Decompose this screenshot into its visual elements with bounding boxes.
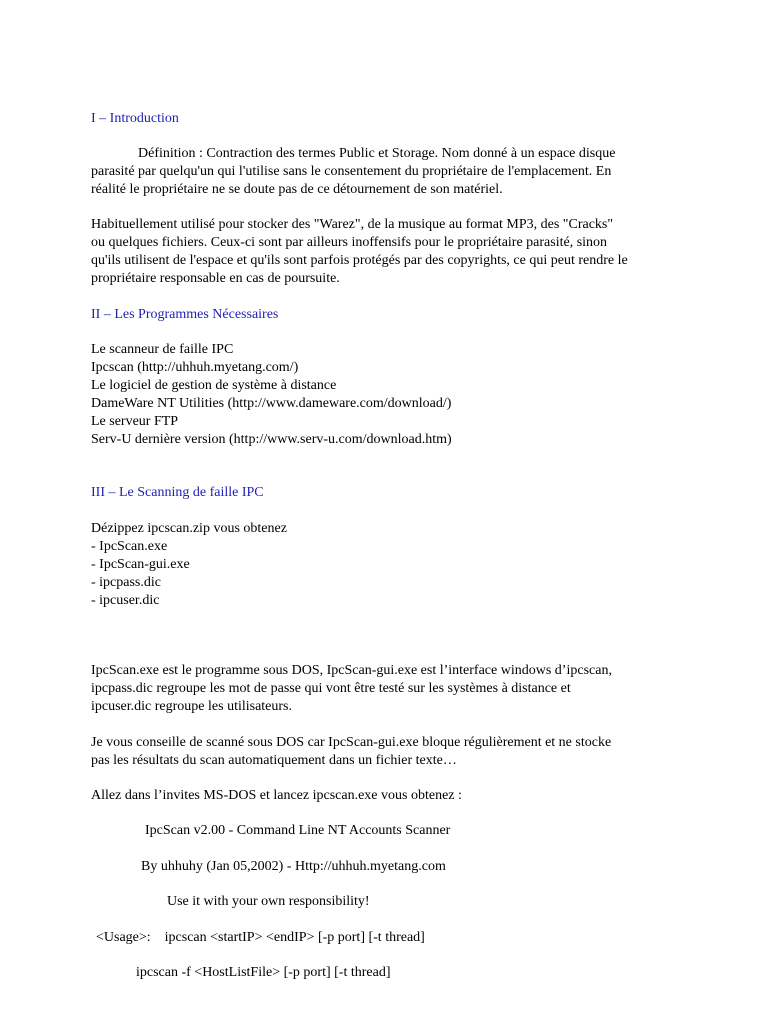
instruction-line: Allez dans l’invites MS-DOS et lancez ipcscan.exe vous obtenez :	[91, 788, 462, 803]
unzip-line-1: Dézippez ipcscan.zip vous obtenez	[91, 521, 287, 536]
unzip-line-4: - ipcpass.dic	[91, 575, 161, 590]
definition-line-2: parasité par quelqu'un qui l'utilise sans le consentement du propriétaire de l'emplacement. En	[91, 164, 612, 179]
section-heading-introduction: I – Introduction	[91, 111, 179, 126]
section-heading-scanning: III – Le Scanning de faille IPC	[91, 485, 264, 500]
unzip-line-3: - IpcScan-gui.exe	[91, 557, 190, 572]
programme-item-5: Le serveur FTP	[91, 414, 179, 429]
definition-line-1: Définition : Contraction des termes Public et Storage. Nom donné à un espace disque	[138, 146, 616, 161]
programme-item-4: DameWare NT Utilities (http://www.dameware.com/download/)	[91, 396, 452, 411]
usage-line-4: propriétaire responsable en cas de poursuite.	[91, 271, 340, 286]
explanation-line-2: ipcpass.dic regroupe les mot de passe qui vont être testé sur les systèmes à distance et	[91, 681, 571, 696]
unzip-line-5: - ipcuser.dic	[91, 593, 160, 608]
section-heading-programmes: II – Les Programmes Nécessaires	[91, 307, 279, 322]
advice-line-2: pas les résultats du scan automatiquement dans un fichier texte…	[91, 753, 457, 768]
explanation-line-3: ipcuser.dic regroupe les utilisateurs.	[91, 699, 292, 714]
console-title: IpcScan v2.00 - Command Line NT Accounts Scanner	[145, 823, 451, 838]
programme-item-1: Le scanneur de faille IPC	[91, 342, 234, 357]
console-warning: Use it with your own responsibility!	[167, 894, 370, 909]
console-author: By uhhuhy (Jan 05,2002) - Http://uhhuh.myetang.com	[141, 859, 446, 874]
usage-line-2: ou quelques fichiers. Ceux-ci sont par ailleurs inoffensifs pour le propriétaire parasité, sinon	[91, 235, 608, 250]
programme-item-6: Serv-U dernière version (http://www.serv-u.com/download.htm)	[91, 432, 452, 447]
advice-line-1: Je vous conseille de scanné sous DOS car IpcScan-gui.exe bloque régulièrement et ne stocke	[91, 735, 612, 750]
console-usage-1: <Usage>: ipcscan <startIP> <endIP> [-p port] [-t thread]	[96, 930, 425, 945]
explanation-line-1: IpcScan.exe est le programme sous DOS, IpcScan-gui.exe est l’interface windows d’ipcscan,	[91, 663, 612, 678]
programme-item-2: Ipcscan (http://uhhuh.myetang.com/)	[91, 360, 299, 375]
console-usage-2: ipcscan -f <HostListFile> [-p port] [-t thread]	[136, 965, 391, 980]
definition-line-3: réalité le propriétaire ne se doute pas de ce détournement de son matériel.	[91, 182, 503, 197]
programme-item-3: Le logiciel de gestion de système à distance	[91, 378, 337, 393]
usage-line-3: qu'ils utilisent de l'espace et qu'ils sont parfois protégés par des copyrights, ce qui peut rendre le	[91, 253, 628, 268]
usage-line-1: Habituellement utilisé pour stocker des "Warez", de la musique au format MP3, des "Cracks"	[91, 217, 614, 232]
unzip-line-2: - IpcScan.exe	[91, 539, 168, 554]
